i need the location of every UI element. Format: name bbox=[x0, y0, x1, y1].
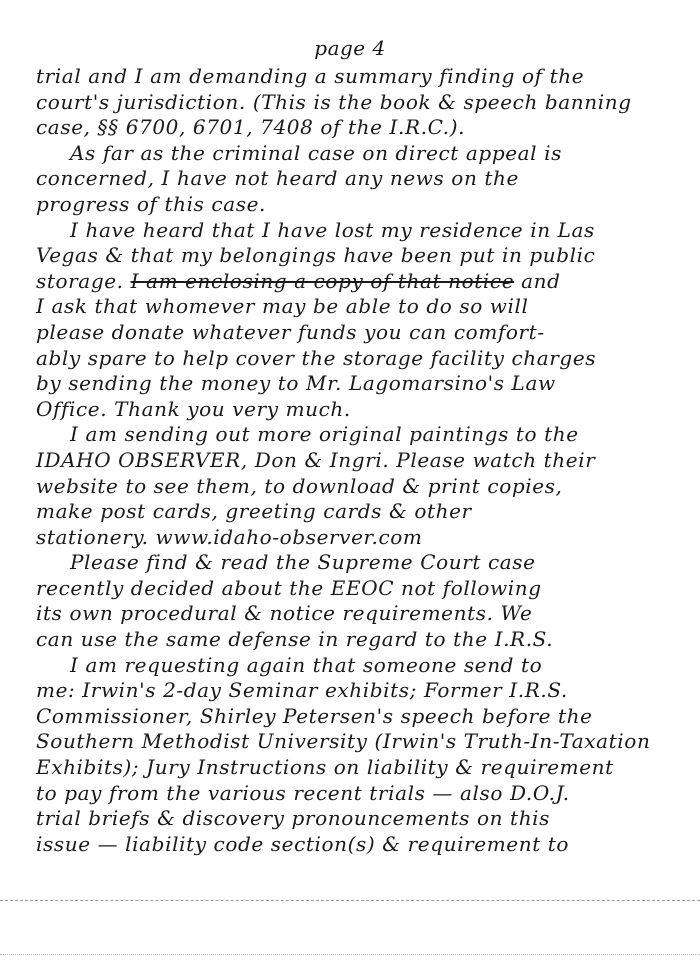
page-bottom-edge bbox=[0, 954, 700, 963]
page-number: page 4 bbox=[314, 36, 386, 60]
struck-line-prefix: storage. bbox=[36, 268, 131, 293]
struck-line-suffix: and bbox=[514, 268, 561, 293]
letter-line: please donate whatever funds you can comfort- bbox=[36, 319, 545, 344]
letter-line: I have heard that I have lost my residence in Las bbox=[70, 217, 595, 242]
letter-line: trial and I am demanding a summary finding of the bbox=[36, 64, 585, 88]
letter-line: court's jurisdiction. (This is the book & speech banning bbox=[36, 89, 632, 114]
letter-line: its own procedural & notice requirements. We bbox=[36, 601, 533, 626]
letter-line: ably spare to help cover the storage facility charges bbox=[36, 345, 597, 370]
letter-line: I am sending out more original paintings to the bbox=[70, 422, 579, 447]
letter-line: trial briefs & discovery pronouncements on this bbox=[36, 806, 551, 831]
letter-line: Please find & read the Supreme Court case bbox=[70, 550, 536, 575]
struck-text: I am enclosing a copy of that notice bbox=[130, 268, 515, 293]
letter-line: stationery. www.idaho-observer.com bbox=[36, 524, 423, 549]
letter-line: Vegas & that my belongings have been put in public bbox=[36, 243, 596, 268]
letter-body bbox=[36, 64, 676, 857]
letter-line-struck bbox=[36, 269, 676, 295]
letter-line: Commissioner, Shirley Petersen's speech before the bbox=[36, 703, 593, 728]
letter-line: Southern Methodist University (Irwin's Truth-In-Taxation bbox=[36, 729, 651, 754]
page-fold-line bbox=[0, 900, 700, 903]
letter-line: I am requesting again that someone send to bbox=[70, 652, 543, 677]
letter-line: I ask that whomever may be able to do so will bbox=[36, 294, 529, 319]
letter-line: case, §§ 6700, 6701, 7408 of the I.R.C.). bbox=[36, 115, 466, 140]
letter-line: website to see them, to download & print copies, bbox=[36, 473, 563, 498]
letter-line: Exhibits); Jury Instructions on liability & requirement bbox=[36, 755, 614, 780]
letter-line: concerned, I have not heard any news on the bbox=[36, 166, 519, 191]
letter-line: can use the same defense in regard to the I.R.S. bbox=[36, 627, 554, 652]
letter-line: by sending the money to Mr. Lagomarsino's Law bbox=[36, 371, 556, 396]
letter-line: progress of this case. bbox=[36, 191, 267, 216]
letter-line: IDAHO OBSERVER, Don & Ingri. Please watch their bbox=[36, 447, 596, 472]
letter-line: Office. Thank you very much. bbox=[36, 396, 351, 421]
letter-line: As far as the criminal case on direct appeal is bbox=[70, 140, 562, 165]
letter-line: issue — liability code section(s) & requirement to bbox=[36, 831, 570, 856]
letter-line: me: Irwin's 2-day Seminar exhibits; Former I.R.S. bbox=[36, 678, 568, 703]
letter-line: make post cards, greeting cards & other bbox=[36, 499, 472, 524]
letter-line: to pay from the various recent trials — also D.O.J. bbox=[36, 780, 570, 805]
letter-line: recently decided about the EEOC not following bbox=[36, 575, 542, 600]
